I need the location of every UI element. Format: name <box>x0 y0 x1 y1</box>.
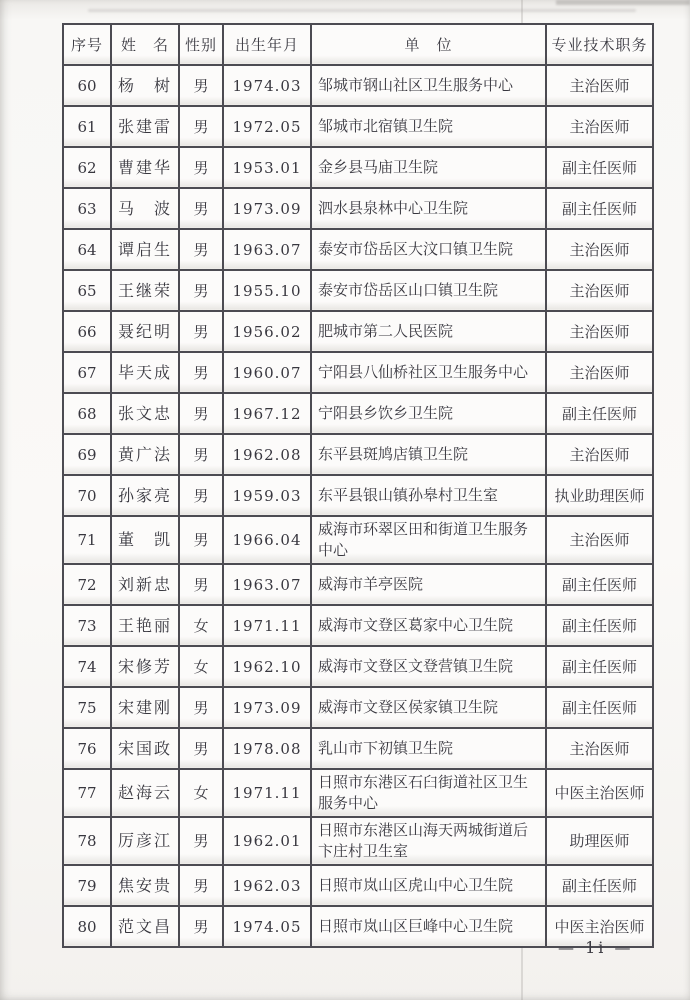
table-row <box>63 646 653 687</box>
header-birth-date: 出生年月 <box>223 24 311 65</box>
cell-gender: 男 <box>179 475 223 516</box>
cell-professional-title: 助理医师 <box>546 817 653 865</box>
cell-birth-date: 1971.11 <box>223 769 311 817</box>
table-row <box>63 270 653 311</box>
cell-birth-date: 1953.01 <box>223 147 311 188</box>
cell-unit: 宁阳县八仙桥社区卫生服务中心 <box>311 352 546 393</box>
table-row <box>63 516 653 564</box>
cell-serial-number: 75 <box>63 687 111 728</box>
cell-serial-number: 71 <box>63 516 111 564</box>
cell-unit: 威海市文登区葛家中心卫生院 <box>311 605 546 646</box>
cell-name: 黄广法 <box>111 434 179 475</box>
table-row <box>63 106 653 147</box>
cell-unit: 邹城市钢山社区卫生服务中心 <box>311 65 546 106</box>
cell-serial-number: 77 <box>63 769 111 817</box>
cell-unit: 威海市羊亭医院 <box>311 564 546 605</box>
table-row <box>63 769 653 817</box>
cell-name: 杨 树 <box>111 65 179 106</box>
cell-serial-number: 61 <box>63 106 111 147</box>
cell-gender: 男 <box>179 270 223 311</box>
cell-professional-title: 主治医师 <box>546 516 653 564</box>
cell-professional-title: 副主任医师 <box>546 687 653 728</box>
cell-gender: 男 <box>179 687 223 728</box>
cell-unit: 泰安市岱岳区大汶口镇卫生院 <box>311 229 546 270</box>
cell-serial-number: 79 <box>63 865 111 906</box>
cell-name: 宋修芳 <box>111 646 179 687</box>
cell-name: 谭启生 <box>111 229 179 270</box>
cell-serial-number: 74 <box>63 646 111 687</box>
table-row <box>63 728 653 769</box>
cell-name: 宋国政 <box>111 728 179 769</box>
cell-birth-date: 1960.07 <box>223 352 311 393</box>
cell-gender: 男 <box>179 906 223 947</box>
table-row <box>63 65 653 106</box>
cell-unit: 威海市文登区侯家镇卫生院 <box>311 687 546 728</box>
cell-birth-date: 1962.01 <box>223 817 311 865</box>
cell-professional-title: 主治医师 <box>546 270 653 311</box>
cell-birth-date: 1971.11 <box>223 605 311 646</box>
header-professional-title: 专业技术职务 <box>546 24 653 65</box>
cell-unit: 东平县斑鸠店镇卫生院 <box>311 434 546 475</box>
table-row <box>63 475 653 516</box>
table-header-row <box>63 24 653 65</box>
cell-professional-title: 副主任医师 <box>546 605 653 646</box>
cell-professional-title: 主治医师 <box>546 352 653 393</box>
table-body <box>63 65 653 947</box>
cell-serial-number: 76 <box>63 728 111 769</box>
cell-professional-title: 副主任医师 <box>546 865 653 906</box>
cell-gender: 男 <box>179 106 223 147</box>
cell-professional-title: 主治医师 <box>546 311 653 352</box>
cell-gender: 女 <box>179 605 223 646</box>
cell-name: 焦安贵 <box>111 865 179 906</box>
cell-birth-date: 1972.05 <box>223 106 311 147</box>
cell-gender: 男 <box>179 817 223 865</box>
cell-professional-title: 副主任医师 <box>546 147 653 188</box>
cell-birth-date: 1967.12 <box>223 393 311 434</box>
cell-name: 马 波 <box>111 188 179 229</box>
cell-birth-date: 1973.09 <box>223 687 311 728</box>
cell-birth-date: 1962.10 <box>223 646 311 687</box>
cell-name: 张建雷 <box>111 106 179 147</box>
cell-unit: 宁阳县乡饮乡卫生院 <box>311 393 546 434</box>
cell-serial-number: 67 <box>63 352 111 393</box>
cell-name: 范文昌 <box>111 906 179 947</box>
cell-birth-date: 1955.10 <box>223 270 311 311</box>
cell-professional-title: 中医主治医师 <box>546 906 653 947</box>
scan-artifact-corner-smudge <box>556 0 690 5</box>
cell-gender: 男 <box>179 564 223 605</box>
cell-serial-number: 72 <box>63 564 111 605</box>
cell-gender: 男 <box>179 147 223 188</box>
cell-gender: 男 <box>179 65 223 106</box>
cell-serial-number: 73 <box>63 605 111 646</box>
cell-serial-number: 70 <box>63 475 111 516</box>
cell-unit: 日照市东港区山海天两城街道后卞庄村卫生室 <box>311 817 546 865</box>
cell-unit: 金乡县马庙卫生院 <box>311 147 546 188</box>
cell-unit: 日照市东港区石臼街道社区卫生服务中心 <box>311 769 546 817</box>
cell-name: 王艳丽 <box>111 605 179 646</box>
cell-gender: 女 <box>179 769 223 817</box>
cell-name: 王继荣 <box>111 270 179 311</box>
cell-gender: 男 <box>179 865 223 906</box>
cell-birth-date: 1963.07 <box>223 564 311 605</box>
cell-name: 张文忠 <box>111 393 179 434</box>
scan-artifact-top-streak <box>88 9 636 12</box>
cell-unit: 日照市岚山区巨峰中心卫生院 <box>311 906 546 947</box>
cell-serial-number: 63 <box>63 188 111 229</box>
cell-serial-number: 69 <box>63 434 111 475</box>
table-row <box>63 393 653 434</box>
cell-serial-number: 65 <box>63 270 111 311</box>
cell-birth-date: 1959.03 <box>223 475 311 516</box>
cell-name: 刘新忠 <box>111 564 179 605</box>
table-row <box>63 311 653 352</box>
cell-serial-number: 68 <box>63 393 111 434</box>
table-row <box>63 188 653 229</box>
table-row <box>63 434 653 475</box>
cell-birth-date: 1966.04 <box>223 516 311 564</box>
cell-name: 毕天成 <box>111 352 179 393</box>
cell-professional-title: 主治医师 <box>546 434 653 475</box>
table-row <box>63 564 653 605</box>
header-serial-number: 序号 <box>63 24 111 65</box>
cell-professional-title: 副主任医师 <box>546 564 653 605</box>
cell-professional-title: 副主任医师 <box>546 393 653 434</box>
cell-gender: 男 <box>179 434 223 475</box>
cell-professional-title: 副主任医师 <box>546 646 653 687</box>
cell-serial-number: 80 <box>63 906 111 947</box>
header-unit: 单 位 <box>311 24 546 65</box>
cell-unit: 邹城市北宿镇卫生院 <box>311 106 546 147</box>
cell-gender: 女 <box>179 646 223 687</box>
cell-unit: 乳山市下初镇卫生院 <box>311 728 546 769</box>
cell-professional-title: 主治医师 <box>546 728 653 769</box>
cell-birth-date: 1962.08 <box>223 434 311 475</box>
table-row <box>63 352 653 393</box>
cell-gender: 男 <box>179 352 223 393</box>
cell-serial-number: 78 <box>63 817 111 865</box>
table-row <box>63 605 653 646</box>
cell-professional-title: 主治医师 <box>546 106 653 147</box>
cell-serial-number: 60 <box>63 65 111 106</box>
cell-name: 曹建华 <box>111 147 179 188</box>
cell-unit: 东平县银山镇孙皋村卫生室 <box>311 475 546 516</box>
medical-staff-roster-table <box>62 23 654 948</box>
cell-birth-date: 1963.07 <box>223 229 311 270</box>
page-number: — 1i — <box>558 938 634 957</box>
header-gender: 性别 <box>179 24 223 65</box>
table-row <box>63 147 653 188</box>
cell-birth-date: 1974.03 <box>223 65 311 106</box>
cell-birth-date: 1962.03 <box>223 865 311 906</box>
cell-gender: 男 <box>179 188 223 229</box>
cell-unit: 日照市岚山区虎山中心卫生院 <box>311 865 546 906</box>
cell-unit: 肥城市第二人民医院 <box>311 311 546 352</box>
cell-gender: 男 <box>179 393 223 434</box>
header-name: 姓 名 <box>111 24 179 65</box>
cell-birth-date: 1973.09 <box>223 188 311 229</box>
cell-unit: 威海市文登区文登营镇卫生院 <box>311 646 546 687</box>
cell-gender: 男 <box>179 516 223 564</box>
cell-gender: 男 <box>179 229 223 270</box>
table-header <box>63 24 653 65</box>
cell-professional-title: 主治医师 <box>546 229 653 270</box>
cell-unit: 威海市环翠区田和街道卫生服务中心 <box>311 516 546 564</box>
cell-unit: 泰安市岱岳区山口镇卫生院 <box>311 270 546 311</box>
cell-birth-date: 1956.02 <box>223 311 311 352</box>
cell-name: 孙家亮 <box>111 475 179 516</box>
cell-professional-title: 中医主治医师 <box>546 769 653 817</box>
cell-professional-title: 副主任医师 <box>546 188 653 229</box>
cell-birth-date: 1978.08 <box>223 728 311 769</box>
table-row <box>63 865 653 906</box>
cell-professional-title: 主治医师 <box>546 65 653 106</box>
table-row <box>63 229 653 270</box>
cell-name: 聂纪明 <box>111 311 179 352</box>
cell-professional-title: 执业助理医师 <box>546 475 653 516</box>
cell-serial-number: 66 <box>63 311 111 352</box>
cell-birth-date: 1974.05 <box>223 906 311 947</box>
table-row <box>63 687 653 728</box>
cell-gender: 男 <box>179 311 223 352</box>
cell-name: 赵海云 <box>111 769 179 817</box>
cell-name: 宋建刚 <box>111 687 179 728</box>
cell-gender: 男 <box>179 728 223 769</box>
cell-name: 厉彦江 <box>111 817 179 865</box>
cell-name: 董 凯 <box>111 516 179 564</box>
table-row <box>63 817 653 865</box>
cell-serial-number: 64 <box>63 229 111 270</box>
cell-serial-number: 62 <box>63 147 111 188</box>
cell-unit: 泗水县泉林中心卫生院 <box>311 188 546 229</box>
